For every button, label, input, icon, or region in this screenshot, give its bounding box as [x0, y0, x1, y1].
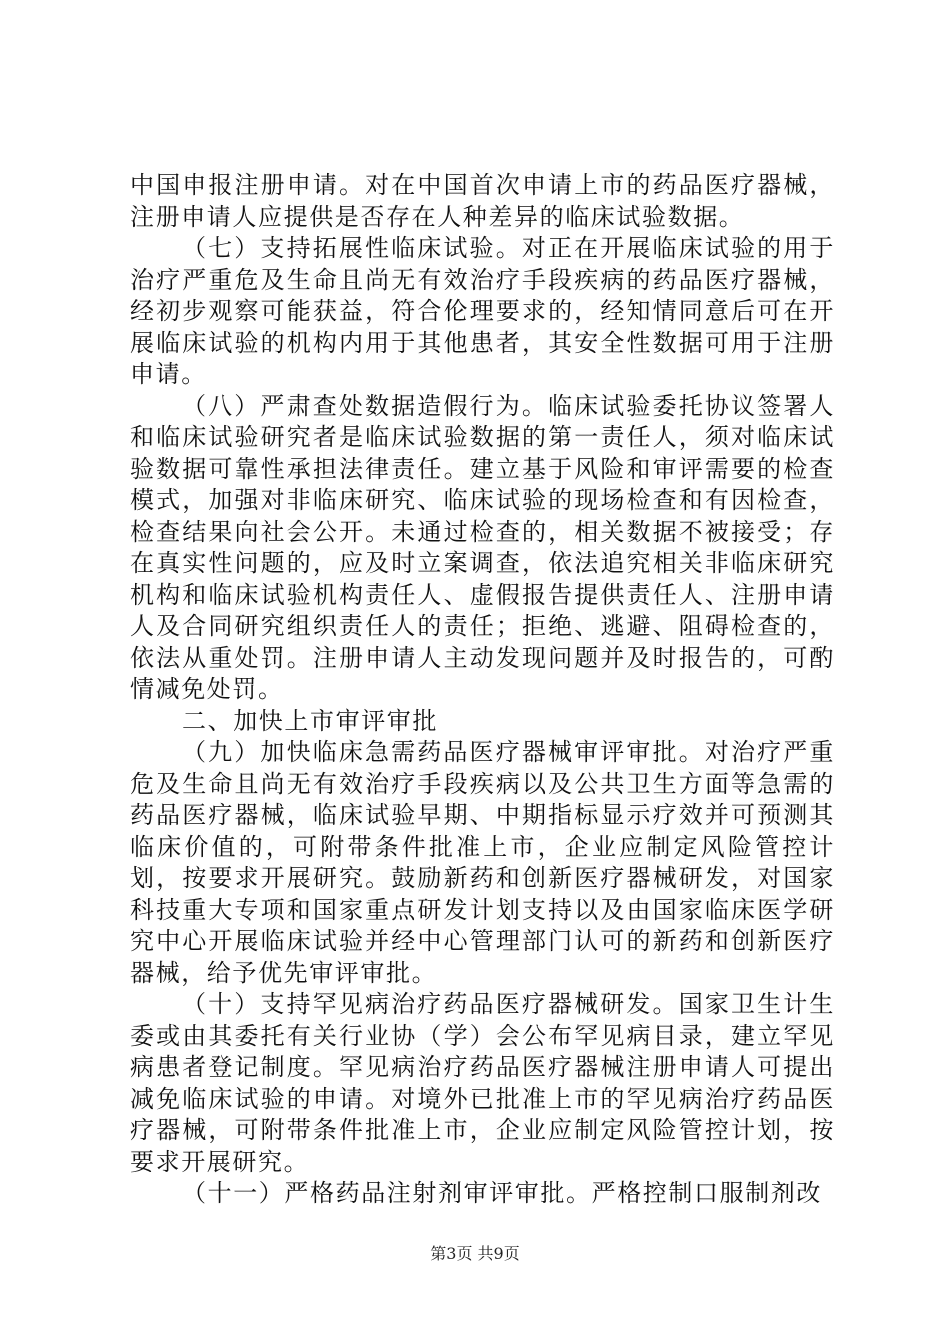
paragraph-continuation: 中国申报注册申请。对在中国首次申请上市的药品医疗器械，注册申请人应提供是否存在人种差异的临床试验数据。	[130, 171, 835, 231]
paragraph-item-9: （九）加快临床急需药品医疗器械审评审批。对治疗严重危及生命且尚无有效治疗手段疾病以及公共卫生方面等急需的药品医疗器械，临床试验早期、中期指标显示疗效并可预测其临床价值的，可附带条件批准上市，企业应制定风险管控计划，按要求开展研究。鼓励新药和创新医疗器械研发，对国家科技重大专项和国家重点研发计划支持以及由国家临床医学研究中心开展临床试验并经中心管理部门认可的新药和创新医疗器械，给予优先审评审批。	[130, 738, 835, 987]
paragraph-item-11: （十一）严格药品注射剂审评审批。严格控制口服制剂改	[182, 1179, 822, 1207]
section-heading: 二、加快上市审评审批	[182, 706, 438, 735]
paragraph-item-10: （十）支持罕见病治疗药品医疗器械研发。国家卫生计生委或由其委托有关行业协（学）会公布罕见病目录，建立罕见病患者登记制度。罕见病治疗药品医疗器械注册申请人可提出减免临床试验的申请。对境外已批准上市的罕见病治疗药品医疗器械，可附带条件批准上市，企业应制定风险管控计划，按要求开展研究。	[130, 990, 835, 1176]
page-footer	[0, 1244, 950, 1264]
page-number: 第3页 共9页	[430, 1244, 520, 1263]
document-body	[130, 170, 835, 1210]
paragraph-item-7: （七）支持拓展性临床试验。对正在开展临床试验的用于治疗严重危及生命且尚无有效治疗手段疾病的药品医疗器械，经初步观察可能获益，符合伦理要求的，经知情同意后可在开展临床试验的机构内用于其他患者，其安全性数据可用于注册申请。	[130, 234, 835, 388]
paragraph-item-8: （八）严肃查处数据造假行为。临床试验委托协议签署人和临床试验研究者是临床试验数据的第一责任人，须对临床试验数据可靠性承担法律责任。建立基于风险和审评需要的检查模式，加强对非临床研究、临床试验的现场检查和有因检查，检查结果向社会公开。未通过检查的，相关数据不被接受；存在真实性问题的，应及时立案调查，依法追究相关非临床研究机构和临床试验机构责任人、虚假报告提供责任人、注册申请人及合同研究组织责任人的责任；拒绝、逃避、阻碍检查的，依法从重处罚。注册申请人主动发现问题并及时报告的，可酌情减免处罚。	[130, 391, 835, 703]
